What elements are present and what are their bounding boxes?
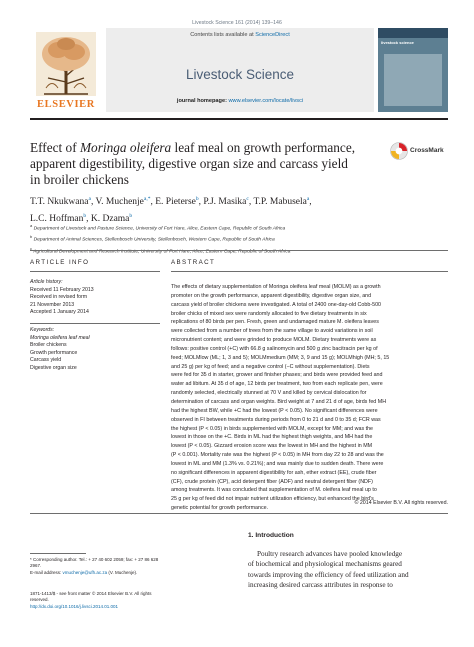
abstract-line: genetic potential for growth performance. <box>171 505 269 512</box>
affiliation-item <box>30 233 450 244</box>
abstract-text <box>171 283 448 513</box>
doi-link[interactable]: http://dx.doi.org/10.1016/j.livsci.2014.01.001 <box>30 603 119 609</box>
abstract-line: broiler chicks of mixed sex were randomly allocated to five dietary treatments in six <box>171 310 367 317</box>
abstract-top-rule <box>171 271 448 272</box>
author-name[interactable]: V. Muchenje <box>95 197 144 208</box>
abstract-line: replications of 80 birds per pen. Fresh, green and undamaged mature M. oleifera leaves <box>171 319 379 326</box>
article-info-heading: ARTICLE INFO <box>30 259 90 266</box>
email-suffix: (V. Muchenje). <box>108 569 138 575</box>
author-name[interactable]: E. Pieterse <box>155 197 196 208</box>
footnote-rule <box>30 553 86 554</box>
author-affiliation-mark: c <box>246 196 249 202</box>
introduction-line: of biochemical and physiological mechanisms geared <box>248 560 402 569</box>
author-name[interactable]: T.T. Nkukwana <box>30 197 89 208</box>
email-line <box>30 570 160 576</box>
copyright-notice: © 2014 Elsevier B.V. All rights reserved. <box>354 500 448 506</box>
keyword-item: Growth performance <box>30 349 78 356</box>
cover-image <box>384 54 442 106</box>
elsevier-tree-icon <box>36 32 96 96</box>
abstract-line: among treatments. It was concluded that supplementation of M. oleifera leaf meal up to <box>171 487 377 494</box>
introduction-line: increasing desired carcass attributes in response to <box>248 581 393 590</box>
keywords-label: Keywords: <box>30 327 55 333</box>
abstract-line: were fed for 35 d in starter, grower and finisher phases; and birds were provided feed and <box>171 372 383 379</box>
affiliation-text: Agricultural Development and Research Institute, University of Fort Hare, Alice, Eastern Cape, Republic of South Africa <box>33 249 291 255</box>
abstract-line: no significant differences in apparent digestibility for ash, ether extract (EE), crude fiber <box>171 469 377 476</box>
authors-line-1: T.T. Nkukwana$^a$, V. Muchenje$^{a,*}$, E. Pieterse$^b$, P.J. Masika$^c$, T.P. Mabusela$^a$, <box>30 196 312 208</box>
article-history <box>30 279 160 317</box>
keyword-item: Broiler chickens <box>30 342 67 349</box>
keyword-item: Moringa oleifera leaf meal <box>30 334 90 341</box>
abstract-line: micronutrient content; and were grinded to produce MOLM. Dietary treatments were as <box>171 337 377 344</box>
abstract-line: determination of carcass and organ weights. Bird weight at 7 and 21 d of age, birds fed MH <box>171 398 387 405</box>
abstract-line: (CF), crude protein (CP), acid detergent fiber (ADF) and neutral detergent fiber (NDF) <box>171 478 373 485</box>
abstract-line: 25 g per kg of feed did not impair nutrient utilization efficiency, but enhanced the bird's <box>171 496 374 503</box>
introduction-line: towards improving the efficiency of feed utilization and <box>248 570 409 579</box>
abstract-line: feed; MOLMlow (ML; 1, 3 and 5); MOLMmedium (MM; 3, 9 and 15 g); MOLMhigh (MH; 5, 15 <box>171 354 390 361</box>
contents-prefix: Contents lists available at <box>190 32 254 38</box>
journal-masthead <box>30 28 448 112</box>
abstract-line: the highest (P < 0.05) in birds supplemented with MOLM, except for MM; and was the <box>171 425 374 432</box>
elsevier-logo[interactable] <box>30 28 102 112</box>
introduction-text <box>248 549 448 591</box>
cover-band <box>378 28 448 38</box>
history-item: Received in revised form <box>30 294 88 301</box>
corresponding-author-footnote <box>30 557 160 576</box>
abstract-line: lowest in ML and MM (1.3% vs. 0.21%); and was mainly due to sudden death. There were <box>171 460 384 467</box>
abstract-line: lowest (P < 0.05). Gizzard erosion score was the lowest in MH and the highest in MM <box>171 443 373 450</box>
author-name[interactable]: K. Dzama <box>90 214 130 225</box>
article-info-rule <box>30 271 160 272</box>
journal-homepage-line <box>106 98 374 104</box>
abstract-line: follows: positive control (+C) with 66.8 g salinomycin and 500 g zinc bacitracin per kg of <box>171 345 378 352</box>
keyword-item: Digestive organ size <box>30 364 77 371</box>
affiliation-mark: a <box>30 223 33 228</box>
abstract-line: randomly selected, electrically stunned at 70 V and killed by cervical dislocation for <box>171 390 367 397</box>
abstract-line: promoter on the growth performance, apparent digestibility, digestive organ size, and <box>171 292 372 299</box>
abstract-line: and 25 g) per kg of feed; and a negative control (−C without supplementation). Diets <box>171 363 370 370</box>
author-affiliation-mark: b <box>83 213 87 220</box>
abstract-line: carcass yield of broiler chickens were investigated. A total of 2400 one-day-old Cobb-500 <box>171 301 382 308</box>
homepage-label: journal homepage: <box>176 98 227 104</box>
crossmark-badge[interactable] <box>390 140 448 164</box>
authors-line-2: L.C. Hoffman$^b$, K. Dzama$^b$ <box>30 213 133 225</box>
abstract-line: observed in FI between treatments during periods from 0 to 21 d and 0 to 35 d; FCR was <box>171 416 381 423</box>
title-species-name: Moringa oleifera <box>79 140 172 155</box>
keyword-item: Carcass yield <box>30 357 62 364</box>
abstract-bottom-rule <box>30 513 448 514</box>
crossmark-label: CrossMark <box>410 147 444 154</box>
crossmark-icon <box>390 142 408 160</box>
affiliation-mark: b <box>30 234 33 240</box>
journal-cover-thumbnail[interactable] <box>378 28 448 112</box>
author-affiliation-mark: a <box>88 196 91 202</box>
article-history-list <box>30 287 160 317</box>
affiliation-text: Department of Animal Sciences, Stellenbosch University, Stellenbosch, Western Cape, Republic of South Africa <box>33 238 275 244</box>
affiliations <box>30 222 450 256</box>
abstract-heading: ABSTRACT <box>171 259 216 266</box>
introduction-line: Poultry research advances have pooled knowledge <box>257 550 403 558</box>
journal-reference: Livestock Science 161 (2014) 139–146 <box>192 20 282 26</box>
article-title <box>30 140 388 187</box>
title-line-1: Effect of Moringa oleifera leaf meal on growth performance, <box>30 140 356 155</box>
affiliation-mark: c <box>30 245 32 251</box>
article-history-label: Article history: <box>30 279 63 285</box>
affiliation-item <box>30 222 450 233</box>
keywords-rule <box>30 323 160 324</box>
sciencedirect-link[interactable]: ScienceDirect <box>255 32 290 38</box>
author-name[interactable]: P.J. Masika <box>203 197 247 208</box>
keywords-list <box>30 335 160 373</box>
journal-name: Livestock Science <box>185 67 295 82</box>
title-line-2: apparent digestibility, digestive organ size and carcass yield <box>30 155 348 171</box>
affiliation-divider <box>30 250 448 251</box>
keywords-section <box>30 327 160 373</box>
abstract-line: (P < 0.001). Mortality rate was the highest (P < 0.05) in MH from day 22 to 28 and was the <box>171 452 384 459</box>
affiliation-text: Department of Livestock and Pasture Science, University of Fort Hare, Alice, Eastern Cape, Republic of South Africa <box>33 226 286 232</box>
author-affiliation-mark: a,* <box>143 196 151 202</box>
elsevier-wordmark: ELSEVIER <box>37 99 95 110</box>
abstract-line: water ad libitum. At 35 d of age, 12 birds per treatment, two from each replicate pen, were <box>171 381 383 388</box>
history-item: 21 November 2013 <box>30 301 75 308</box>
author-name[interactable]: L.C. Hoffman <box>30 214 84 225</box>
author-name[interactable]: T.P. Mabusela <box>253 197 307 208</box>
history-item: Accepted 1 January 2014 <box>30 309 89 316</box>
cover-title: livestock science <box>381 40 414 45</box>
abstract-line: were collected from a number of trees from the same village to avoid variations in soil <box>171 328 373 335</box>
homepage-url-link[interactable]: www.elsevier.com/locate/livsci <box>228 98 304 104</box>
masthead-divider <box>30 118 448 120</box>
contents-available-line <box>106 32 374 38</box>
email-label: E-mail address: <box>30 569 62 575</box>
masthead-band <box>106 28 374 112</box>
introduction-heading: 1. Introduction <box>248 532 294 539</box>
issn-line: 1871-1413/$ - see front matter © 2014 Elsevier B.V. All rights reserved. <box>30 591 152 603</box>
abstract-line: The effects of dietary supplementation of Moringa oleifera leaf meal (MOLM) as a growth <box>171 284 381 290</box>
abstract-line: lowest in those on the +C. Birds in ML had the highest thigh weights, and MH had the <box>171 434 373 441</box>
issn-doi-block <box>30 591 160 610</box>
author-affiliation-mark: b <box>129 213 133 220</box>
email-link[interactable]: vmuchenje@ufh.ac.za <box>62 569 108 575</box>
author-affiliation-mark: b <box>195 196 199 202</box>
history-item: Received 11 February 2013 <box>30 286 94 293</box>
title-line-3: in broiler chickens <box>30 171 129 187</box>
corresponding-author-text: * Corresponding author. Tel.: + 27 40 602 2059; fax: + 27 86 628 2967. <box>30 557 159 569</box>
abstract-line: had the highest BW, while +C had the lowest (P < 0.05). No significant differences were <box>171 407 378 414</box>
author-affiliation-mark: a <box>306 196 310 202</box>
